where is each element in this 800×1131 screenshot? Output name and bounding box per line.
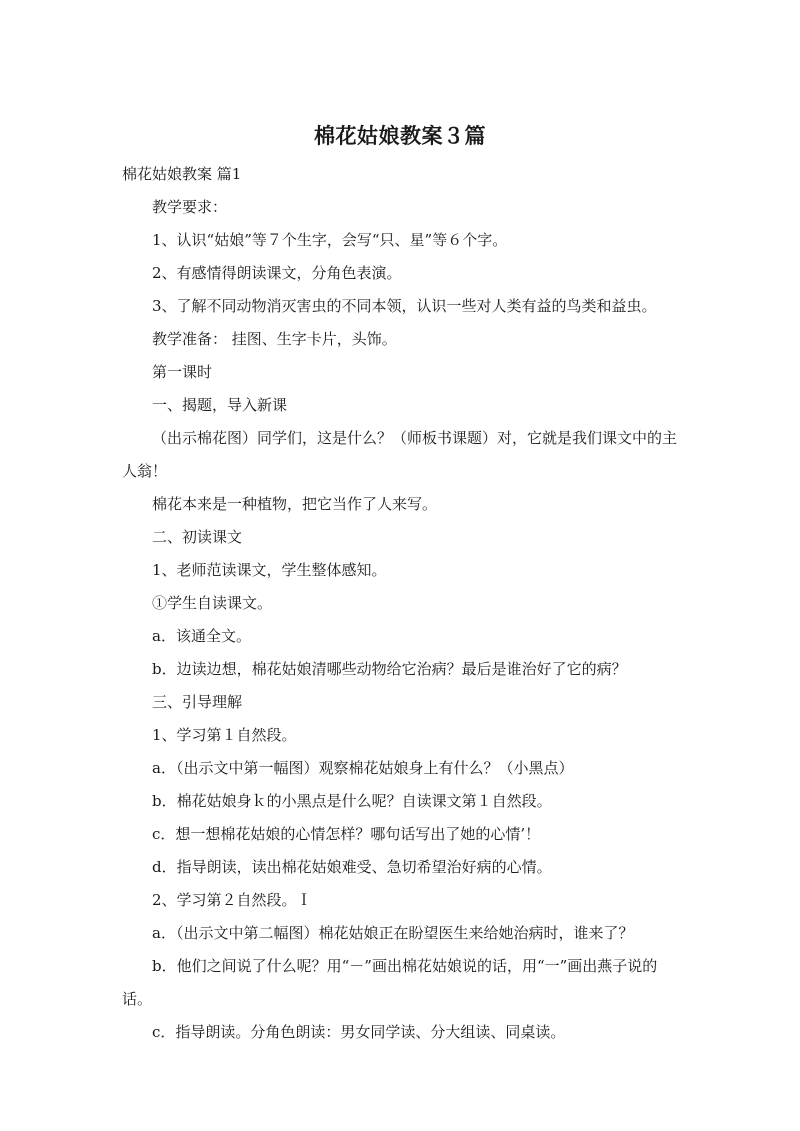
paragraph: a．（出示文中第二幅图）棉花姑娘正在盼望医生来给她治病时，谁来了？ (152, 924, 634, 942)
paragraph: 教学要求： (152, 198, 228, 216)
paragraph: 1、认识“姑娘”等７个生字，会写“只、星”等６个字。 (152, 231, 508, 249)
paragraph: 1、老师范读课文，学生整体感知。 (152, 561, 387, 579)
paragraph: b．边读边想，棉花姑娘清哪些动物给它治病？最后是谁治好了它的病？ (152, 660, 627, 678)
paragraph: 第一课时 (152, 363, 213, 381)
paragraph: 一、揭题，导入新课 (152, 396, 288, 414)
paragraph: a．（出示文中第一幅图）观察棉花姑娘身上有什么？（小黑点） (152, 759, 574, 777)
paragraph: c．指导朗读。分角色朗读：男女同学读、分大组读、同桌读。 (152, 1023, 566, 1041)
paragraph: ①学生自读课文。 (152, 594, 273, 612)
paragraph: 1、学习第１自然段。 (152, 726, 297, 744)
paragraph: 棉花姑娘教案 篇1 (122, 165, 242, 183)
paragraph: 二、初读课文 (152, 528, 243, 546)
paragraph: 2、有感情得朗读课文，分角色表演。 (152, 264, 402, 282)
paragraph: 3、了解不同动物消灭害虫的不同本领，认识一些对人类有益的鸟类和益虫。 (152, 297, 657, 315)
paragraph: c．想一想棉花姑娘的心情怎样？哪句话写出了她的心情’！ (152, 825, 541, 843)
paragraph: a．该通全文。 (152, 627, 251, 645)
paragraph: 2、学习第２自然段。Ｉ (152, 891, 312, 909)
document-body (122, 158, 682, 1049)
document-title: 棉花姑娘教案３篇 (314, 124, 486, 148)
paragraph: 教学准备： 挂图、生字卡片，头饰。 (152, 330, 397, 348)
paragraph: 棉花本来是一种植物，把它当作了人来写。 (152, 495, 438, 513)
paragraph: b．棉花姑娘身ｋ的小黑点是什么呢？自读课文第１自然段。 (152, 792, 552, 810)
paragraph: （出示棉花图）同学们，这是什么？（师板书课题）对，它就是我们课文中的主人翁！ (122, 429, 678, 480)
paragraph: b．他们之间说了什么呢？用“－”画出棉花姑娘说的话，用“一”画出燕子说的话。 (122, 957, 658, 1008)
paragraph: d．指导朗读，读出棉花姑娘难受、急切希望治好病的心情。 (152, 858, 552, 876)
paragraph: 三、引导理解 (152, 693, 243, 711)
